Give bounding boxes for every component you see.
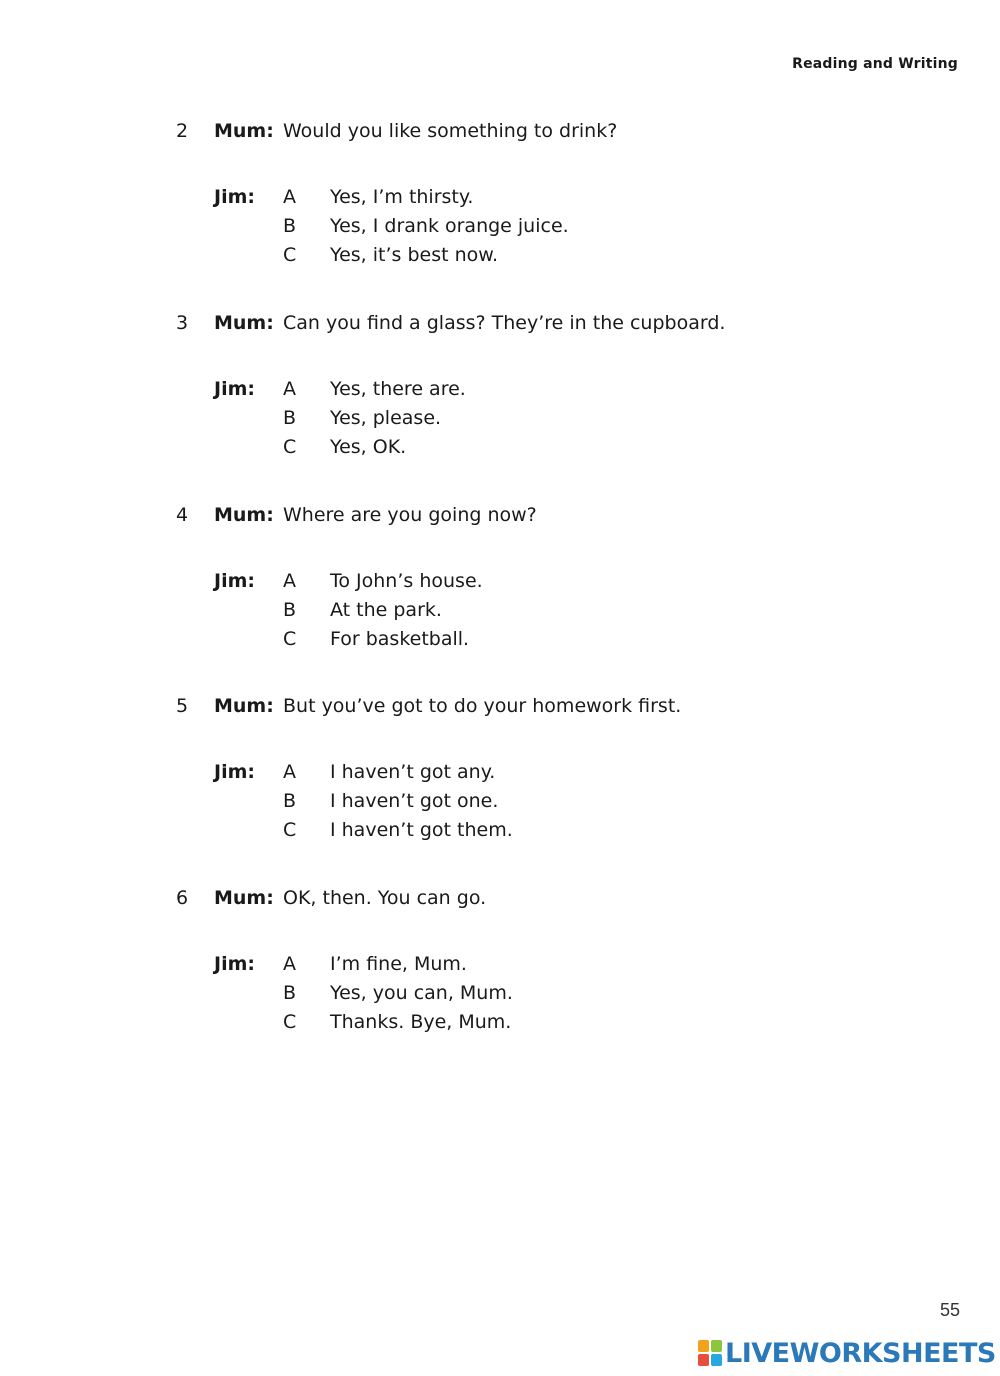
logo-block-2 bbox=[711, 1340, 722, 1352]
question-number: 4 bbox=[176, 504, 189, 526]
option-text-a[interactable]: To John’s house. bbox=[330, 570, 483, 592]
option-letter-b: B bbox=[283, 215, 297, 237]
logo-block-1 bbox=[698, 1340, 709, 1352]
option-text-b[interactable]: At the park. bbox=[330, 599, 442, 621]
option-letter-c: C bbox=[283, 628, 297, 650]
logo-text: LIVEWORKSHEETS bbox=[725, 1337, 996, 1369]
speaker-mum: Mum: bbox=[214, 120, 274, 142]
logo-block-3 bbox=[698, 1354, 709, 1366]
option-text-c[interactable]: Yes, it’s best now. bbox=[330, 244, 499, 266]
option-letter-b: B bbox=[283, 407, 297, 429]
speaker-jim: Jim: bbox=[214, 953, 255, 975]
option-text-c[interactable]: Yes, OK. bbox=[330, 436, 407, 458]
option-text-c[interactable]: I haven’t got them. bbox=[330, 819, 513, 841]
option-text-b[interactable]: Yes, you can, Mum. bbox=[330, 982, 513, 1004]
speaker-jim: Jim: bbox=[214, 378, 255, 400]
option-text-a[interactable]: Yes, there are. bbox=[330, 378, 466, 400]
option-letter-b: B bbox=[283, 790, 297, 812]
liveworksheets-logo[interactable] bbox=[698, 1338, 996, 1368]
option-text-a[interactable]: I’m fine, Mum. bbox=[330, 953, 467, 975]
option-text-b[interactable]: Yes, please. bbox=[330, 407, 442, 429]
page-number: 55 bbox=[939, 1300, 960, 1320]
speaker-mum: Mum: bbox=[214, 887, 274, 909]
option-letter-a: A bbox=[283, 761, 296, 783]
speaker-mum: Mum: bbox=[214, 695, 274, 717]
question-number: 6 bbox=[176, 887, 189, 909]
speaker-jim: Jim: bbox=[214, 570, 255, 592]
option-text-c[interactable]: Thanks. Bye, Mum. bbox=[330, 1011, 512, 1033]
question-prompt: OK, then. You can go. bbox=[283, 887, 487, 909]
section-header: Reading and Writing bbox=[792, 56, 958, 72]
option-text-a[interactable]: Yes, I’m thirsty. bbox=[330, 186, 474, 208]
speaker-jim: Jim: bbox=[214, 186, 255, 208]
question-prompt: Where are you going now? bbox=[283, 504, 537, 526]
option-text-b[interactable]: Yes, I drank orange juice. bbox=[330, 215, 569, 237]
speaker-mum: Mum: bbox=[214, 312, 274, 334]
option-letter-a: A bbox=[283, 378, 296, 400]
question-prompt: Can you find a glass? They’re in the cupboard. bbox=[283, 312, 726, 334]
option-letter-b: B bbox=[283, 599, 297, 621]
option-text-c[interactable]: For basketball. bbox=[330, 628, 470, 650]
option-letter-c: C bbox=[283, 436, 297, 458]
question-number: 2 bbox=[176, 120, 189, 142]
question-number: 3 bbox=[176, 312, 189, 334]
question-number: 5 bbox=[176, 695, 189, 717]
option-letter-c: C bbox=[283, 1011, 297, 1033]
option-text-a[interactable]: I haven’t got any. bbox=[330, 761, 496, 783]
option-letter-a: A bbox=[283, 953, 296, 975]
option-letter-c: C bbox=[283, 819, 297, 841]
option-letter-c: C bbox=[283, 244, 297, 266]
speaker-jim: Jim: bbox=[214, 761, 255, 783]
option-letter-a: A bbox=[283, 186, 296, 208]
option-letter-b: B bbox=[283, 982, 297, 1004]
option-text-b[interactable]: I haven’t got one. bbox=[330, 790, 499, 812]
option-letter-a: A bbox=[283, 570, 296, 592]
logo-blocks-icon bbox=[698, 1340, 722, 1366]
speaker-mum: Mum: bbox=[214, 504, 274, 526]
question-prompt: Would you like something to drink? bbox=[283, 120, 618, 142]
logo-block-4 bbox=[711, 1354, 722, 1366]
question-prompt: But you’ve got to do your homework first. bbox=[283, 695, 682, 717]
